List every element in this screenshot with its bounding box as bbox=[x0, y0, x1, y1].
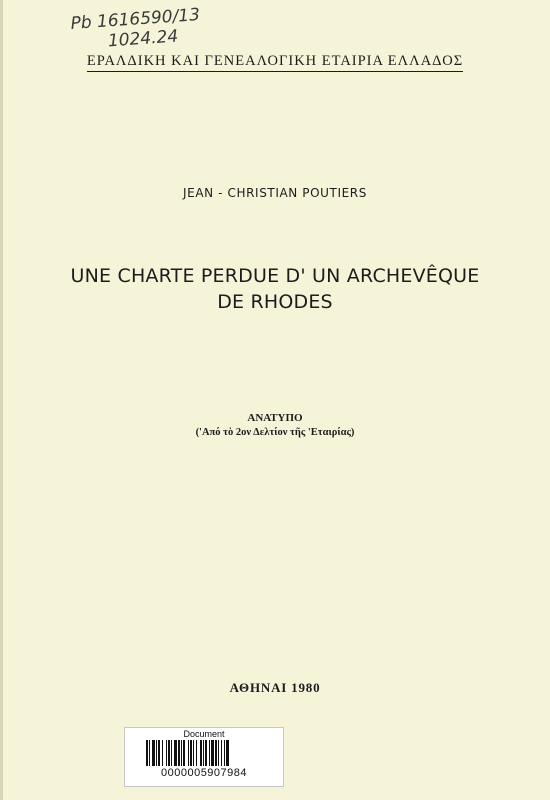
barcode-number: 0000005907984 bbox=[160, 767, 248, 779]
handwritten-line-2: 1024.24 bbox=[107, 26, 179, 52]
reprint-label: ΑΝΑΤΥΠΟ bbox=[247, 412, 303, 424]
barcode-icon bbox=[146, 740, 262, 766]
barcode-label-title: Document bbox=[183, 729, 225, 739]
barcode-sticker bbox=[124, 727, 284, 787]
handwritten-shelfmark bbox=[70, 5, 202, 54]
place-year: ΑΘΗΝΑΙ 1980 bbox=[229, 680, 321, 695]
source-note: ('Από τὸ 2ον Δελτίον τῆς 'Εταιρίας) bbox=[195, 427, 355, 438]
handwritten-line-1: Pb 1616590/13 bbox=[70, 4, 201, 34]
society-name: ΕΡΑΛΔΙΚΗ ΚΑΙ ΓΕΝΕΑΛΟΓΙΚΗ ΕΤΑΙΡΙΑ ΕΛΛΑΔΟΣ bbox=[87, 53, 463, 72]
document-title bbox=[0, 263, 550, 315]
author-name: JEAN - CHRISTIAN POUTIERS bbox=[183, 186, 367, 200]
society-header bbox=[0, 53, 550, 70]
title-line-2: DE RHODES bbox=[217, 291, 333, 313]
title-line-1: UNE CHARTE PERDUE D' UN ARCHEVÊQUE bbox=[70, 265, 480, 287]
